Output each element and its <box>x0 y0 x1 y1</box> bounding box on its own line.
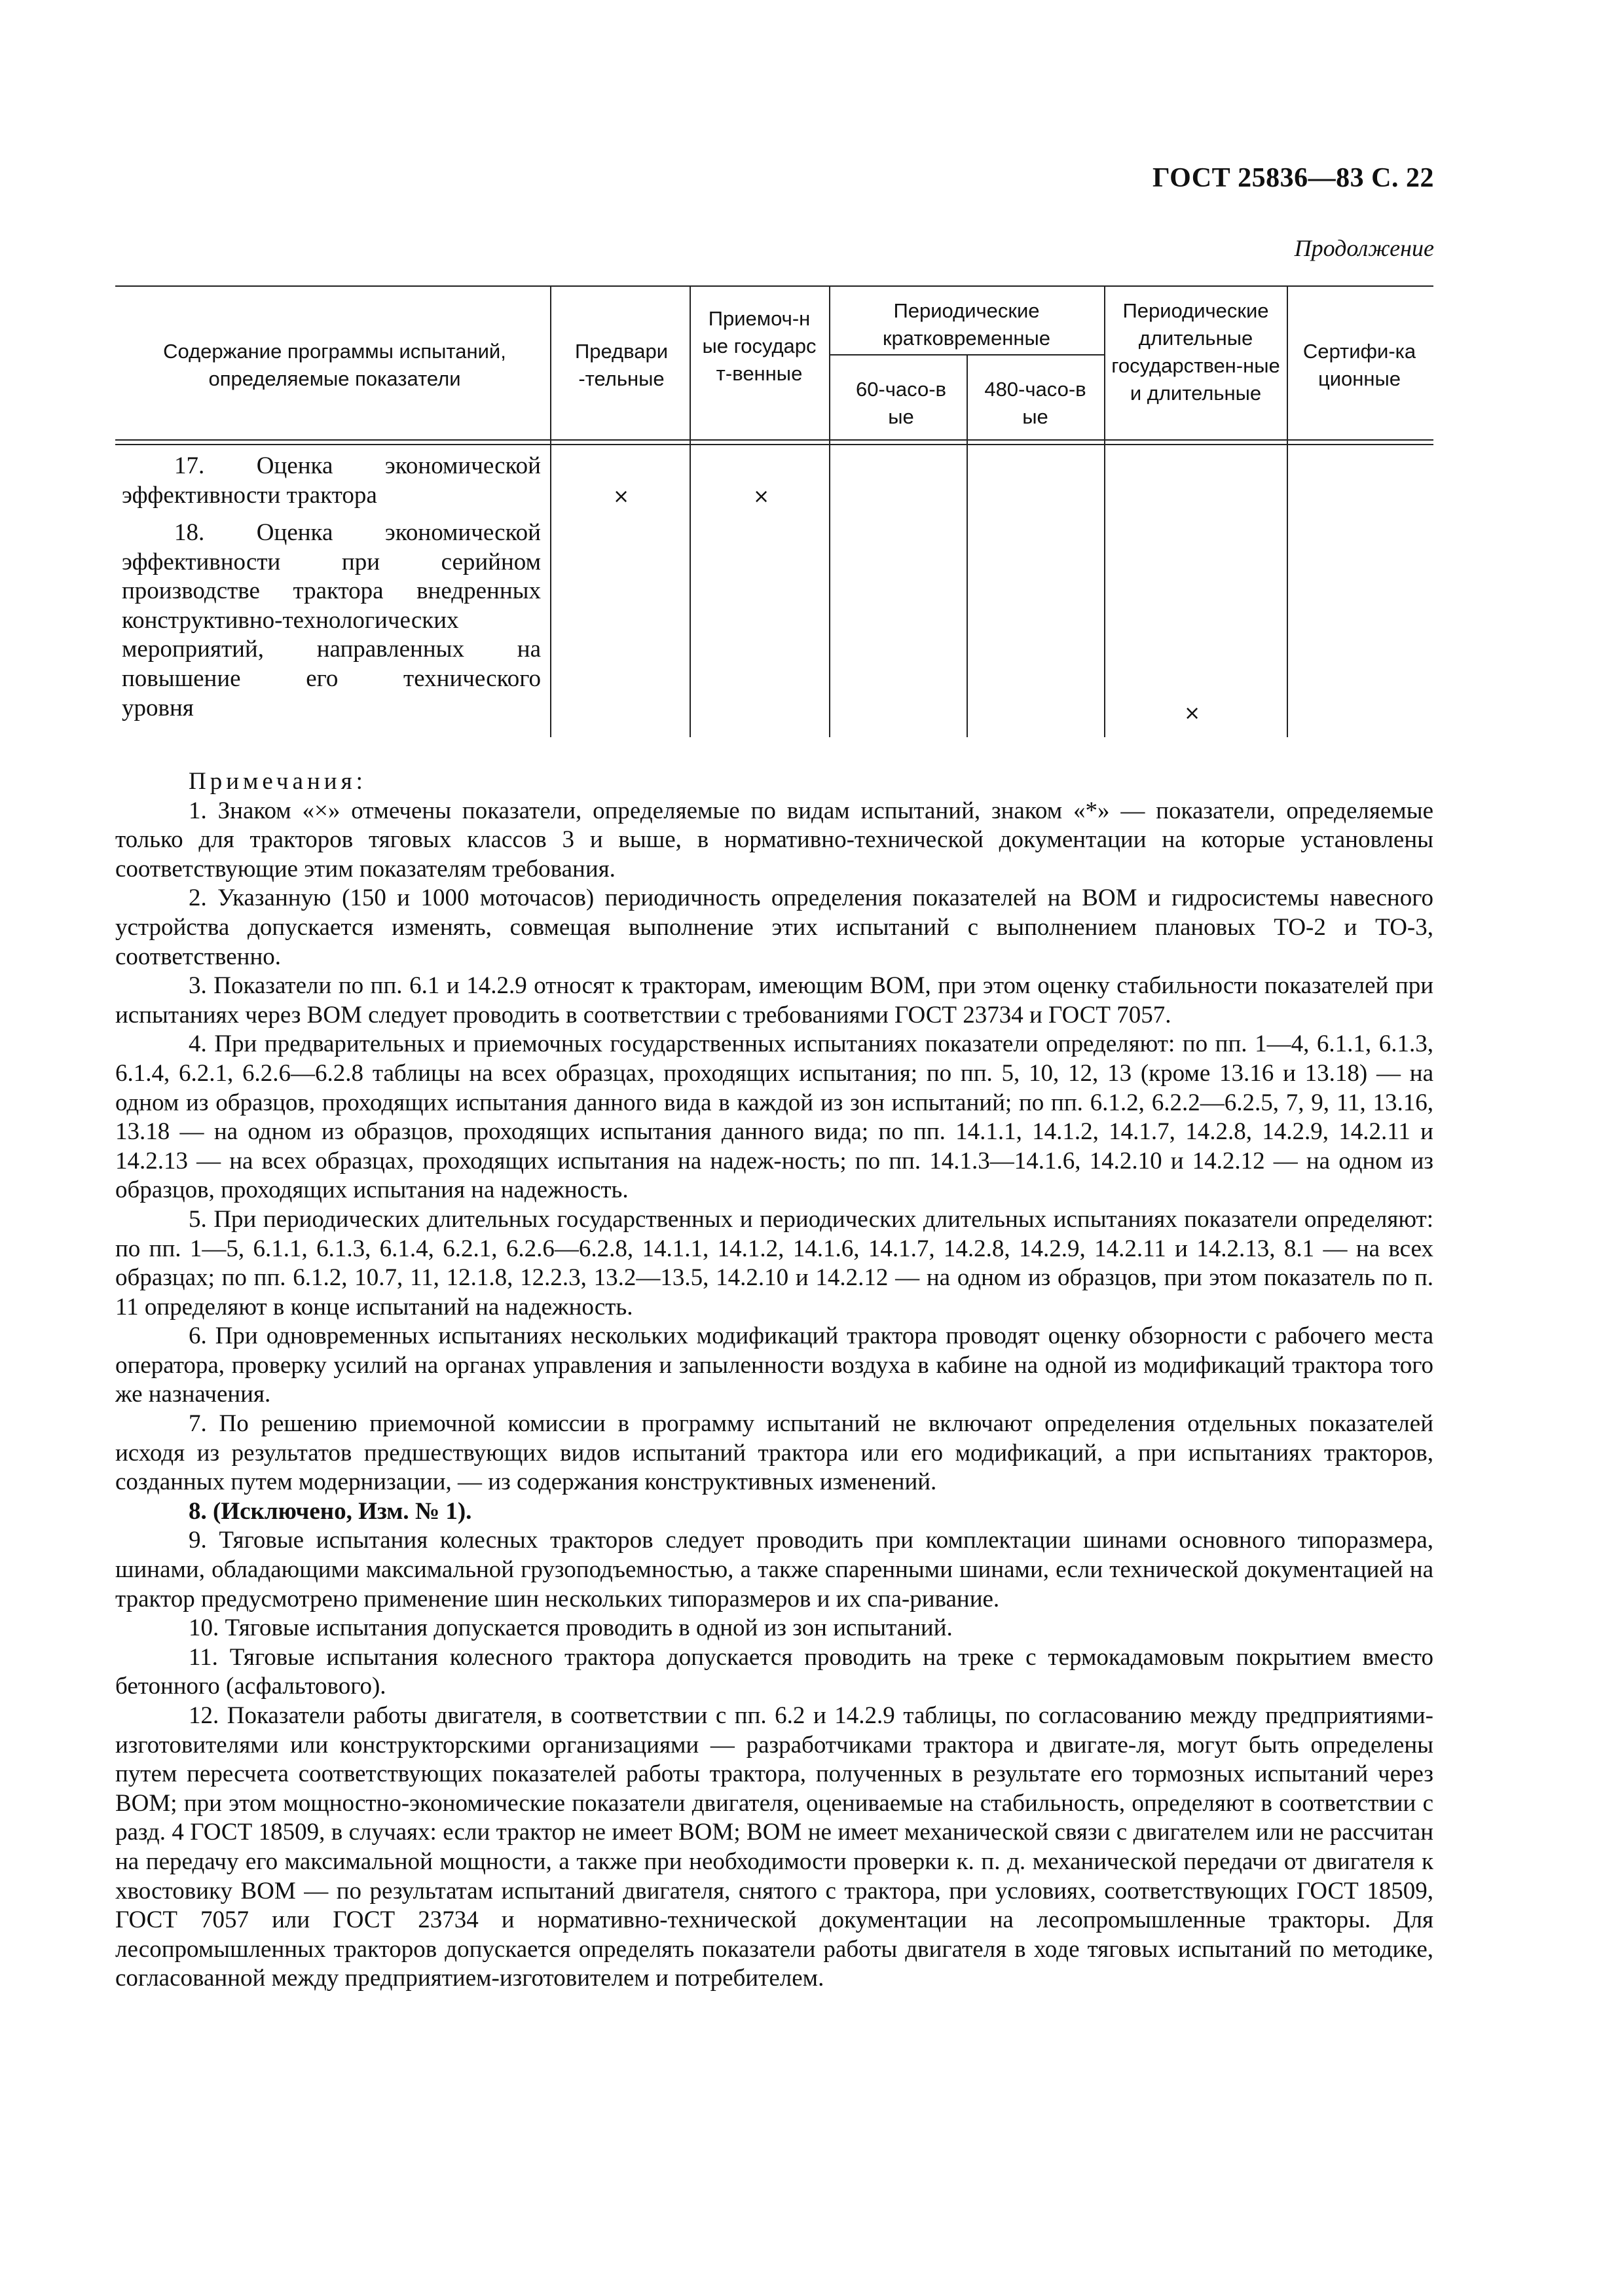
row-17-line: эффективности трактора <box>122 481 377 509</box>
table-col-divider <box>829 285 830 737</box>
table-row-18-text <box>122 519 541 723</box>
mark-row18-periodic-long: × <box>1184 702 1201 725</box>
row-17-line: 17. Оценка экономической <box>174 452 541 479</box>
table-top-rule <box>115 285 1433 287</box>
note-item-8 <box>115 1497 1433 1527</box>
page-header-standard-ref: ГОСТ 25836—83 С. 22 <box>1152 163 1434 193</box>
table-col-divider <box>550 285 551 737</box>
mark-row17-preliminary: × <box>613 485 630 508</box>
table-col-divider <box>1287 285 1288 737</box>
header-preliminary: Предвари-тельные <box>574 340 669 390</box>
row-18-line: эффективности при серийном <box>122 548 541 575</box>
note-item-7: 7. По решению приемочной комиссии в программу испытаний не включают определения отдельных показателей исходя из результатов предшествующих видов испытаний трактора или его модификаций, а при испытаниях тракторов, созданных путем модернизации, — из содержания конструктивных изменений. <box>115 1410 1433 1496</box>
note-item-11: 11. Тяговые испытания колесного трактора допускается проводить на треке с термокадамовым покрытием вместо бетонного (асфальтового). <box>115 1643 1433 1700</box>
note-item-6: 6. При одновременных испытаниях нескольких модификаций трактора проводят оценку обзорности с рабочего места оператора, проверку усилий на органах управления и запыленности воздуха в кабине на одной из модификаций трактора того же назначения. <box>115 1322 1433 1408</box>
header-periodic-short: Периодические кратковременные <box>883 299 1050 350</box>
note-item-12: 12. Показатели работы двигателя, в соответствии с пп. 6.2 и 14.2.9 таблицы, по согласованию между предприятиями-изготовителями или конструкторскими организациями — разработчиками трактора и двигате-ля, могут быть определены путем пересчета соответствующих показателей работы трактора, полученных в результате его тормозных испытаний через ВОМ; при этом мощностно-экономические показатели двигателя, оцениваемые на стабильность, определяют в соответствии с разд. 4 ГОСТ 18509, в случаях: если трактор не имеет ВОМ; ВОМ не имеет механической связи с двигателем или не рассчитан на передачу его максимальной мощности, а также при необходимости проверки к. п. д. механической передачи от двигателя к хвостовику ВОМ — по результатам испытаний двигателя, снятого с трактора, при условиях, соответствующих ГОСТ 18509, ГОСТ 7057 или ГОСТ 23734 и нормативно-технической документации на лесопромышленные тракторы. Для лесопромышленных тракторов допускается определять показатели работы двигателя в ходе тяговых испытаний по методике, согласованной между предприятием-изготовителем и потребителем. <box>115 1702 1433 1992</box>
table-row-17-text <box>122 452 541 510</box>
note-item-1: 1. Знаком «×» отмечены показатели, определяемые по видам испытаний, знаком «*» — показатели, определяемые только для тракторов тяговых классов 3 и выше, в нормативно-технической документации на которые установлены соответствующие этим показателям требования. <box>115 797 1433 883</box>
note-item-3: 3. Показатели по пп. 6.1 и 14.2.9 относят к тракторам, имеющим ВОМ, при этом оценку стабильности показателей при испытаниях через ВОМ следует проводить в соответствии с требованиями ГОСТ 23734 и ГОСТ 7057. <box>115 972 1433 1029</box>
note-item-8-bold: 8. (Исключено, Изм. № 1). <box>189 1497 472 1525</box>
header-480-hour: 480-часо-вые <box>984 378 1086 428</box>
header-periodic-long: Периодические длительные государствен-ные и длительные <box>1111 299 1280 405</box>
table-col-divider <box>967 354 968 737</box>
header-certification: Сертифи-кационные <box>1302 340 1416 390</box>
table-col-divider <box>690 285 691 737</box>
notes-section <box>115 767 1433 1994</box>
notes-title: Примечания: <box>189 768 367 795</box>
row-18-line: конструктивно-технологических <box>122 606 459 634</box>
note-item-10: 10. Тяговые испытания допускается проводить в одной из зон испытаний. <box>189 1614 953 1642</box>
note-item-4: 4. При предварительных и приемочных государственных испытаниях показатели определяют: по пп. 1—4, 6.1.1, 6.1.3, 6.1.4, 6.2.1, 6.2.6—6.2.8 таблицы на всех образцах, проходящих испытания; по пп. 5, 10, 12, 13 (кроме 13.16 и 13.18) — на одном из образцов, проходящих испытания данного вида в каждой из зон испытаний; по пп. 6.1.2, 6.2.2—6.2.5, 7, 9, 11, 13.16, 13.18 — на одном из образцов, проходящих испытания данного вида; по пп. 14.1.1, 14.1.2, 14.1.7, 14.2.8, 14.2.9, 14.2.11 и 14.2.13 — на всех образцах, проходящих испытания на надеж-ность; по пп. 14.1.3—14.1.6, 14.2.10 и 14.2.12 — на одном из образцов, проходящих испытания на надежность. <box>115 1030 1433 1204</box>
note-item-5: 5. При периодических длительных государственных и периодических длительных испытаниях показатели определяют: по пп. 1—5, 6.1.1, 6.1.3, 6.1.4, 6.2.1, 6.2.6—6.2.8, 14.1.1, 14.1.2, 14.1.6, 14.1.7, 14.2.8, 14.2.9, 14.2.11 и 14.2.13, 8.1 — на всех образцах; по пп. 6.1.2, 10.7, 11, 12.1.8, 12.2.3, 13.2—13.5, 14.2.10 и 14.2.12 — на одном из образцов, при этом показатель по п. 11 определяют в конце испытаний на надежность. <box>115 1205 1433 1321</box>
table-header-bottom-rule <box>115 439 1433 441</box>
note-item-9: 9. Тяговые испытания колесных тракторов следует проводить при комплектации шинами основного типоразмера, шинами, обладающими максимальной грузоподъемностью, а также спаренными шинами, если технической документацией на трактор предусмотрено применение шин нескольких типоразмеров и их спа-ривание. <box>115 1527 1433 1613</box>
mark-row17-acceptance: × <box>753 485 770 508</box>
row-18-line: мероприятий, направленных на <box>122 636 541 663</box>
row-18-line: 18. Оценка экономической <box>174 519 541 546</box>
row-18-line: повышение его технического <box>122 665 541 692</box>
header-program-content: Содержание программы испытаний, определяемые показатели <box>163 340 506 390</box>
row-18-line: производстве трактора внедренных <box>122 577 541 605</box>
header-acceptance: Приемоч-ные государст-венные <box>702 307 817 385</box>
row-18-line: уровня <box>122 694 194 721</box>
note-item-2: 2. Указанную (150 и 1000 моточасов) периодичность определения показателей на ВОМ и гидросистемы навесного устройства допускается изменять, совмещая выполнение этих испытаний с выполнением плановых ТО-2 и ТО-3, соответственно. <box>115 884 1433 970</box>
continuation-label: Продолжение <box>1294 235 1434 261</box>
table-col-divider <box>1104 285 1105 737</box>
test-program-table <box>115 285 1433 737</box>
header-60-hour: 60-часо-вые <box>855 378 947 428</box>
table-header-bottom-rule-2 <box>115 444 1433 445</box>
